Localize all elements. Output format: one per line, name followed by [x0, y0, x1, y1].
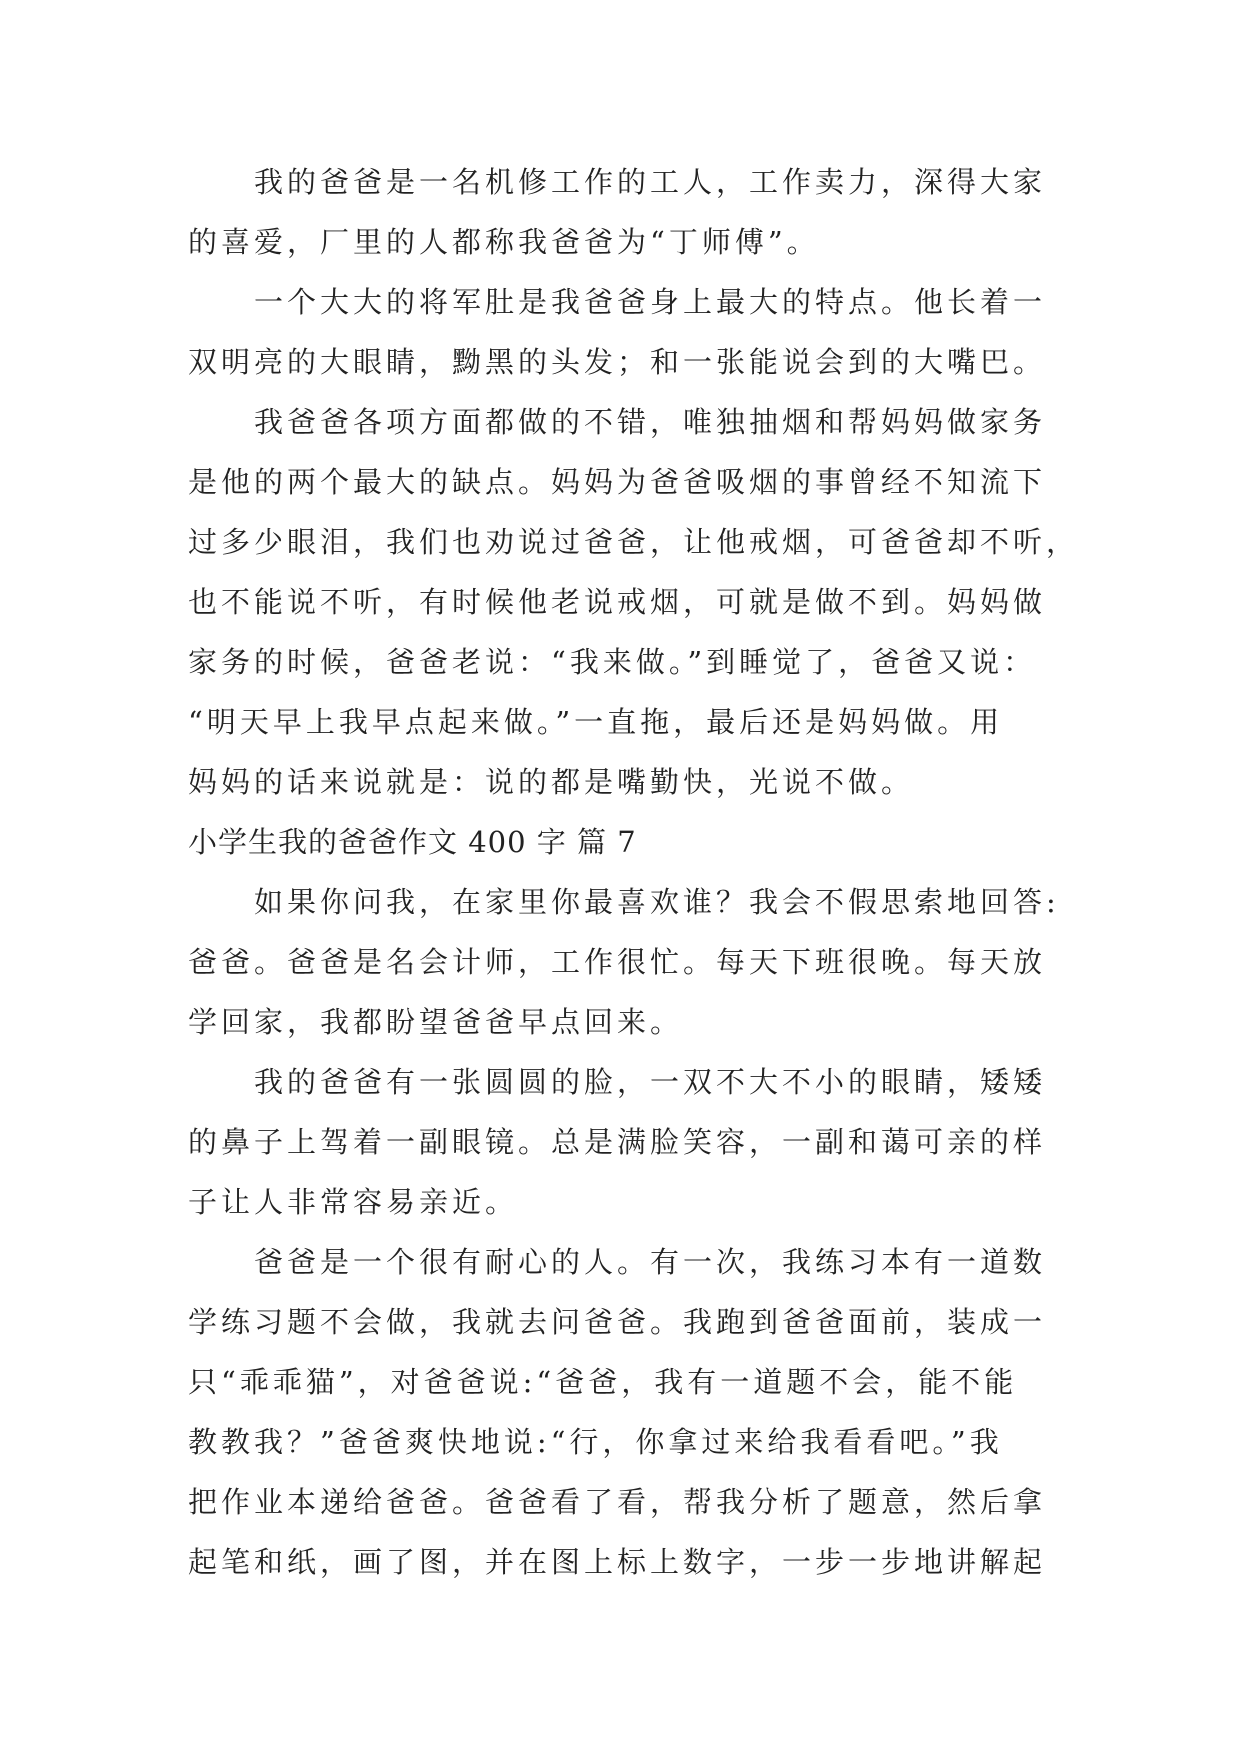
text-line: 我的爸爸是一名机修工作的工人，工作卖力，深得大家 — [188, 165, 1047, 199]
text-line: 只“乖乖猫”，对爸爸说:“爸爸，我有一道题不会，能不能 — [188, 1365, 1018, 1399]
paragraph-appearance — [188, 272, 1068, 392]
paragraph-intro — [188, 152, 1068, 272]
text-line: 学练习题不会做，我就去问爸爸。我跑到爸爸面前，装成一 — [188, 1305, 1047, 1339]
text-line: 的鼻子上驾着一副眼镜。总是满脸笑容，一副和蔼可亲的样 — [188, 1125, 1047, 1159]
paragraph-favorite — [188, 872, 1068, 1052]
essay-body — [188, 152, 1080, 1592]
text-line: 起笔和纸，画了图，并在图上标上数字，一步一步地讲解起 — [188, 1545, 1047, 1579]
text-line: 是他的两个最大的缺点。妈妈为爸爸吸烟的事曾经不知流下 — [188, 465, 1047, 499]
text-line: 妈妈的话来说就是：说的都是嘴勤快，光说不做。 — [188, 765, 915, 799]
text-line: 教教我？”爸爸爽快地说:“行，你拿过来给我看看吧。”我 — [188, 1425, 1003, 1459]
text-line: 也不能说不听，有时候他老说戒烟，可就是做不到。妈妈做 — [188, 585, 1047, 619]
text-line: 双明亮的大眼睛，黝黑的头发；和一张能说会到的大嘴巴。 — [188, 345, 1047, 379]
section-title: 小学生我的爸爸作文 400 字 篇 7 — [188, 825, 637, 859]
paragraph-face — [188, 1052, 1068, 1232]
text-line: 学回家，我都盼望爸爸早点回来。 — [188, 1005, 684, 1039]
text-line: 家务的时候，爸爸老说：“我来做。”到睡觉了，爸爸又说： — [188, 645, 1037, 679]
text-line: 把作业本递给爸爸。爸爸看了看，帮我分析了题意，然后拿 — [188, 1485, 1047, 1519]
text-line: 的喜爱，厂里的人都称我爸爸为“丁师傅”。 — [188, 225, 820, 259]
text-line: 一个大大的将军肚是我爸爸身上最大的特点。他长着一 — [188, 285, 1047, 319]
text-line: “明天早上我早点起来做。”一直拖，最后还是妈妈做。用 — [188, 705, 1004, 739]
section-heading — [188, 812, 1068, 872]
text-line: 如果你问我，在家里你最喜欢谁？我会不假思索地回答: — [188, 885, 1060, 919]
paragraph-shortcomings — [188, 392, 1080, 812]
paragraph-patience — [188, 1232, 1068, 1592]
text-line: 过多少眼泪，我们也劝说过爸爸，让他戒烟，可爸爸却不听， — [188, 525, 1080, 559]
text-line: 爸爸是一个很有耐心的人。有一次，我练习本有一道数 — [188, 1245, 1047, 1279]
text-line: 子让人非常容易亲近。 — [188, 1185, 519, 1219]
text-line: 我爸爸各项方面都做的不错，唯独抽烟和帮妈妈做家务 — [188, 405, 1047, 439]
text-line: 爸爸。爸爸是名会计师，工作很忙。每天下班很晚。每天放 — [188, 945, 1047, 979]
text-line: 我的爸爸有一张圆圆的脸，一双不大不小的眼睛，矮矮 — [188, 1065, 1047, 1099]
